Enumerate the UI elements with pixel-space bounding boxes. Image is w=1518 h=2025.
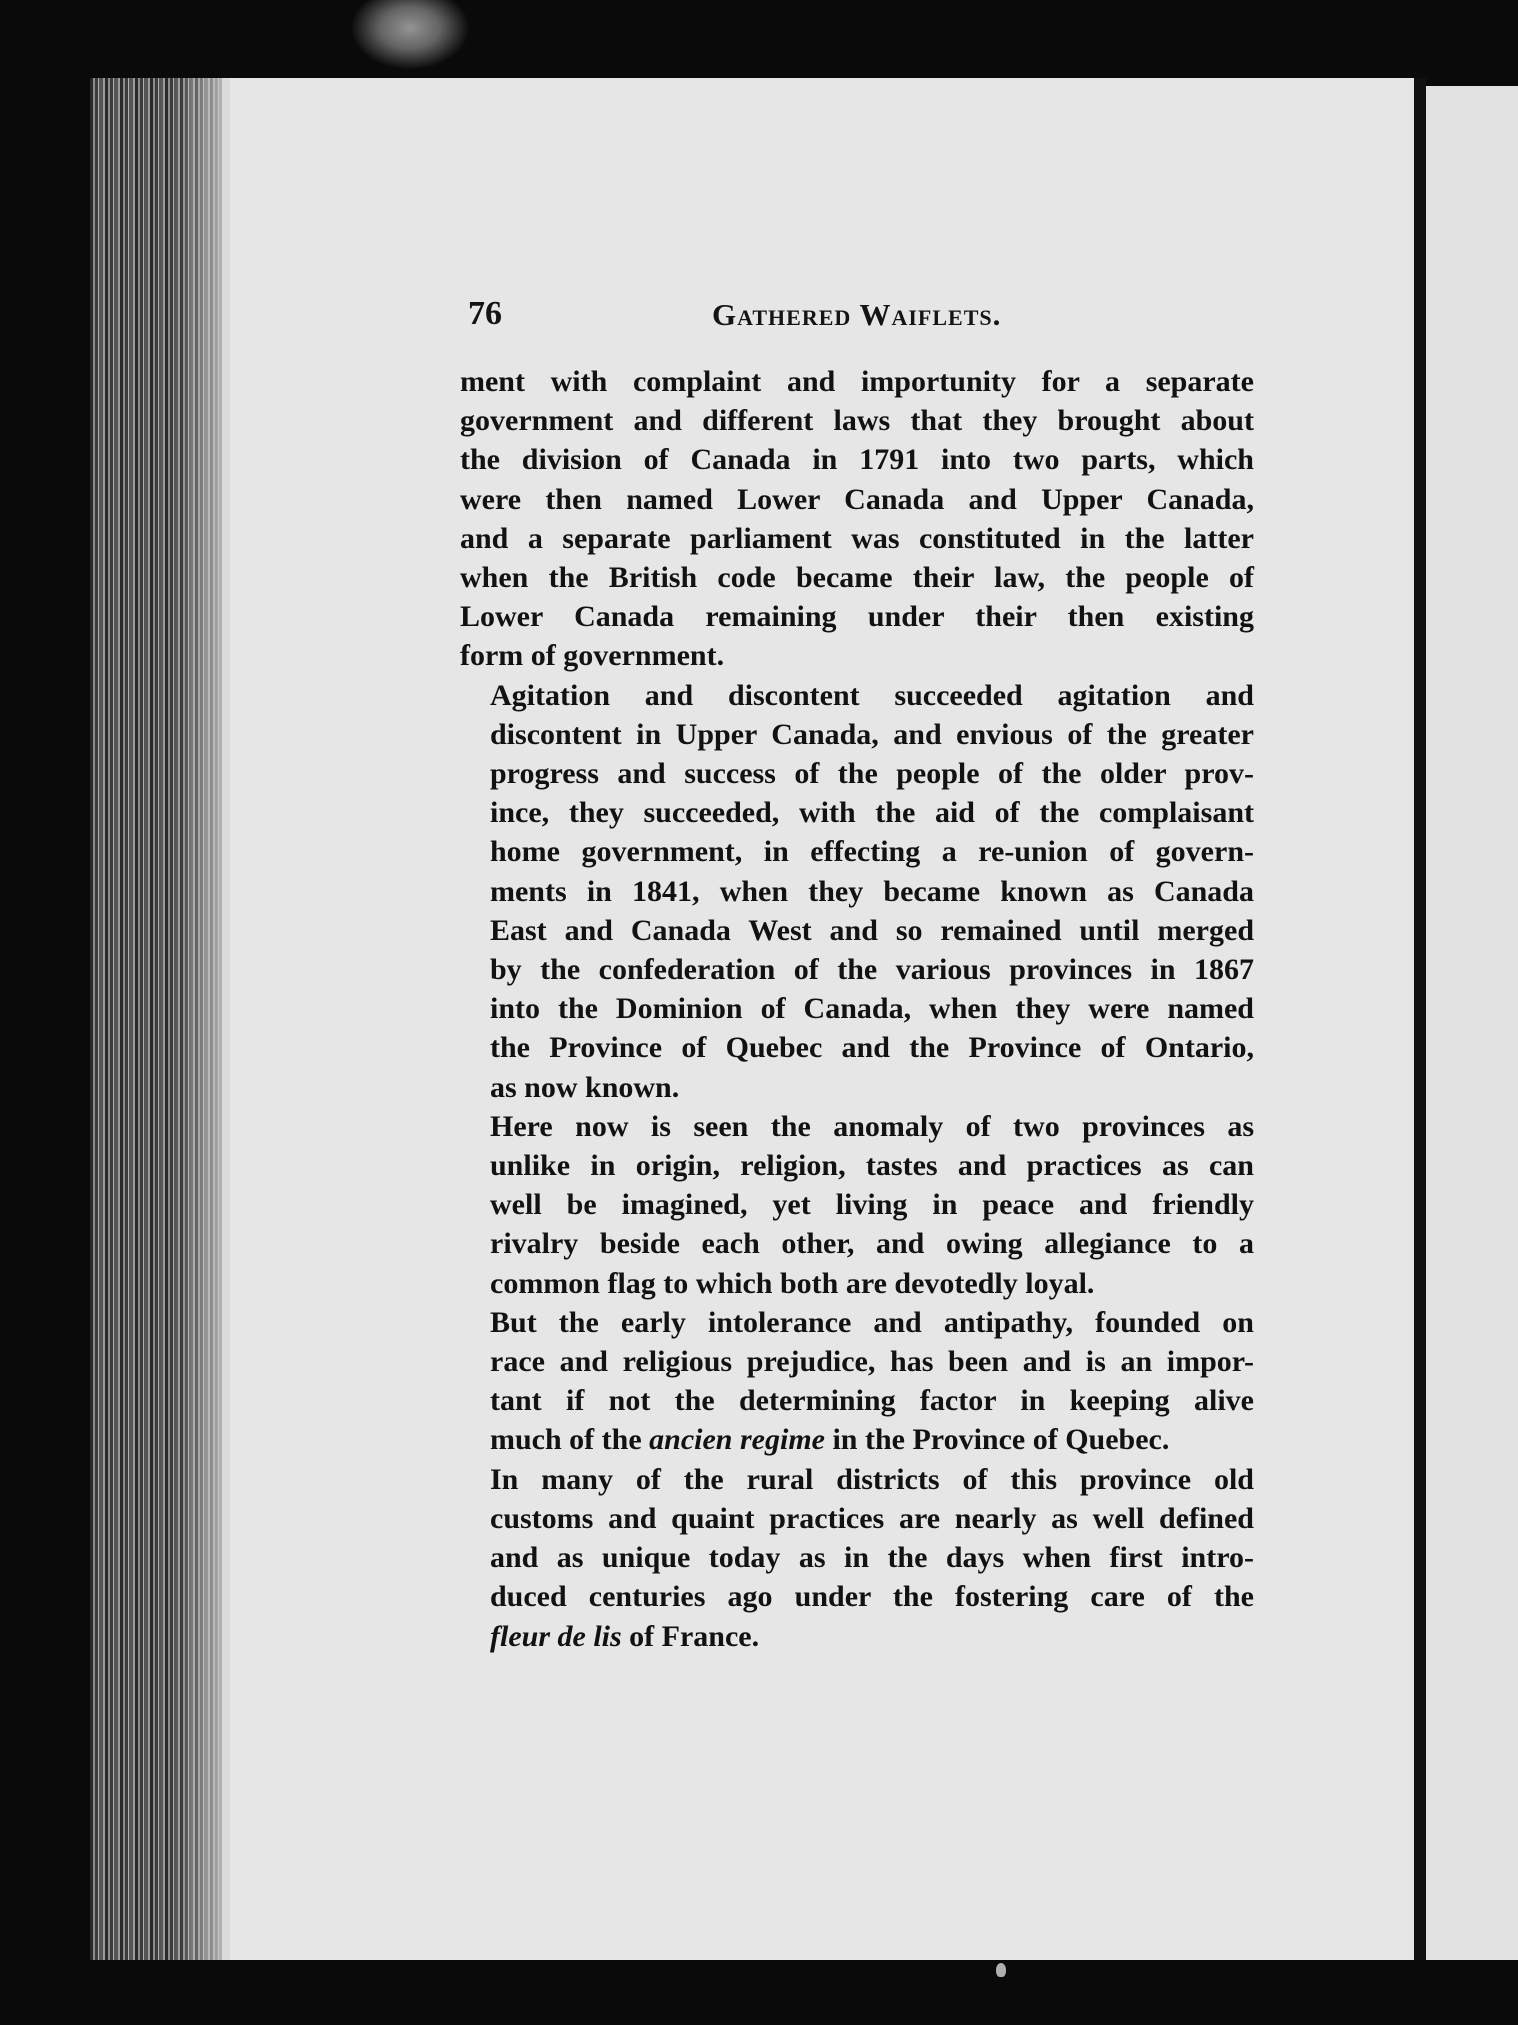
italic-phrase: ancien regime (649, 1423, 825, 1457)
text-line: customs and quaint practices are nearly as well defined (490, 1501, 1254, 1535)
text-line: into the Dominion of Canada, when they were named (490, 992, 1254, 1026)
paragraph-5 (460, 1460, 1254, 1656)
text-line: unlike in origin, religion, tastes and practices as can (490, 1149, 1254, 1183)
paragraph-3 (460, 1107, 1254, 1303)
text-line: duced centuries ago under the fostering care of the (490, 1580, 1254, 1614)
text-line: when the British code became their law, the people of (460, 561, 1254, 595)
text-line: But the early intolerance and antipathy, founded on (490, 1305, 1254, 1339)
text-line: Agitation and discontent succeeded agitation and (490, 678, 1254, 712)
page-number: 76 (468, 295, 502, 332)
paragraph-1 (460, 362, 1254, 676)
text-run: in the Province of Quebec. (824, 1423, 1170, 1457)
text-line: ince, they succeeded, with the aid of the complaisant (490, 796, 1254, 830)
text-line: government and different laws that they brought about (460, 404, 1254, 438)
scan-speck (996, 1963, 1006, 1977)
text-line: ments in 1841, when they became known as Canada (490, 874, 1254, 908)
text-line: form of government. (460, 639, 725, 673)
text-line: ment with complaint and importunity for a separate (460, 365, 1254, 398)
text-line: In many of the rural districts of this province old (490, 1462, 1254, 1496)
text-line: progress and success of the people of the older prov- (490, 757, 1254, 791)
text-line: common flag to which both are devotedly loyal. (490, 1266, 1095, 1300)
text-line: race and religious prejudice, has been and is an impor- (490, 1345, 1254, 1379)
text-line: Here now is seen the anomaly of two provinces as (490, 1109, 1254, 1143)
text-line-with-italic (460, 1617, 1254, 1656)
paragraph-4 (460, 1303, 1254, 1460)
text-run: of France. (621, 1619, 760, 1653)
facing-page-edge (1426, 86, 1518, 1960)
gutter-shadow (175, 78, 230, 1960)
text-line: the Province of Quebec and the Province of Ontario, (490, 1031, 1254, 1065)
text-run: much of the (490, 1423, 650, 1457)
text-line: Lower Canada remaining under their then existing (460, 600, 1254, 634)
text-line: rivalry beside each other, and owing allegiance to a (490, 1227, 1254, 1261)
text-line-with-italic (460, 1420, 1254, 1459)
text-line: as now known. (490, 1070, 680, 1104)
text-line: by the confederation of the various provinces in 1867 (490, 953, 1254, 987)
italic-phrase: fleur de lis (490, 1619, 622, 1653)
text-line: home government, in effecting a re-union of govern- (490, 835, 1254, 869)
page-header (468, 295, 1248, 341)
text-line: East and Canada West and so remained until merged (490, 913, 1254, 947)
page-divider (1414, 78, 1426, 1960)
scan-smudge (350, 0, 470, 70)
text-line: and a separate parliament was constituted in the latter (460, 521, 1254, 555)
text-line: were then named Lower Canada and Upper Canada, (460, 482, 1254, 516)
page-body (460, 362, 1254, 1656)
running-title: Gathered Waiflets. (712, 297, 1002, 332)
text-line: tant if not the determining factor in keeping alive (490, 1384, 1254, 1418)
paragraph-2 (460, 676, 1254, 1107)
text-line: the division of Canada in 1791 into two parts, which (460, 443, 1254, 477)
text-line: discontent in Upper Canada, and envious of the greater (490, 717, 1254, 751)
text-line: well be imagined, yet living in peace and friendly (490, 1188, 1254, 1222)
text-line: and as unique today as in the days when first intro- (490, 1541, 1254, 1575)
